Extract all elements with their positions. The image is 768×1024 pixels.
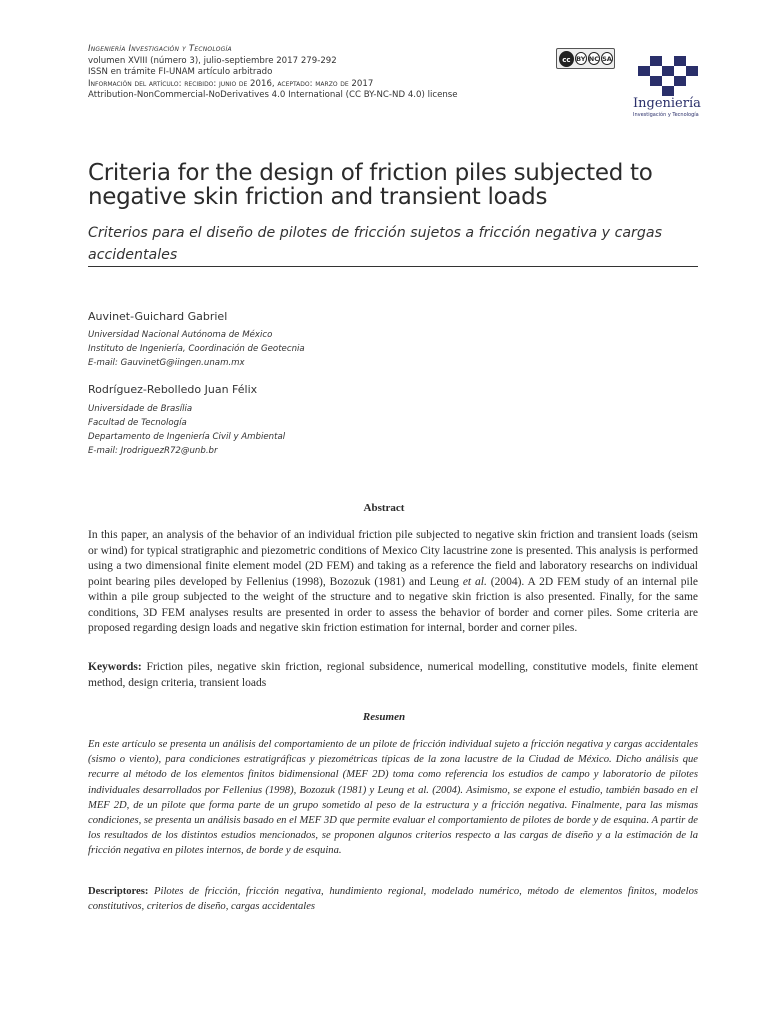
title-divider — [88, 266, 698, 267]
keywords — [88, 660, 698, 691]
sa-icon: SA — [601, 52, 613, 65]
abstract-text — [88, 528, 698, 637]
article-dates: Información del artículo: recibido: junio de 2016, aceptado: marzo de 2017 — [88, 78, 374, 89]
cc-icon: cc — [559, 51, 574, 67]
author-affiliation — [88, 402, 285, 458]
affiliation-line: Facultad de Tecnología — [88, 418, 187, 428]
keywords-list: Friction piles, negative skin friction, regional subsidence, numerical modelling, constitutive models, finite element method, design criteria, transient loads — [88, 661, 698, 689]
abstract-et-al: et al. — [462, 575, 487, 588]
author-affiliation — [88, 328, 305, 370]
logo-tagline: Investigación y Tecnología — [633, 112, 699, 118]
author-name: Auvinet-Guichard Gabriel — [88, 310, 228, 323]
abstract-heading: Abstract — [363, 502, 405, 514]
descriptores — [88, 884, 698, 914]
author-email[interactable]: E-mail: JrodriguezR72@unb.br — [88, 446, 218, 456]
abstract-text-part: In this paper, an analysis of the behavior of an individual friction pile subjected to negative skin friction and transient loads (seism or wind) for typical stratigraphic and piezometric conditions of Mexico City lacustrine zone is presented. This analysis is performed using a two dimensional finite element model (2D FEM) and taking as a reference the field and laboratory researchs on individual point bearing piles developed by Fellenius (1998), Bozozuk (1981) and Leung — [88, 529, 698, 588]
resumen-text: En este artículo se presenta un análisis del comportamiento de un pilote de fricción individual sujeto a fricción negativa y cargas accidentales (sismo o viento), para condiciones estratigráficas y piezométricas típicas de la zona lacustre de la Ciudad de México. Dicho análisis que recurre al método de los elementos finitos bidimensional (MEF 2D) toma como referencia los estudios de campo y laboratorio de pilotes individuales desarrollados por Fellenius (1998), Bozozuk (1981) y Leung et al. (2004). Asimismo, se expone el estudio, también basado en el MEF 2D, de un pilote que forma parte de un grupo sometido al peso de la estructura y a fricción negativa. Finalmente, para las mismas condiciones, se presenta un análisis basado en el MEF 3D que permite evaluar el comportamiento de pilotes de borde y de esquina. A partir de los resultados de los distintos estudios mencionados, se proponen algunos criterios respecto a las cargas de diseño y a la estimación de la fricción negativa en pilotes internos, de borde y de esquina. — [88, 739, 698, 857]
abstract-text-part: (2004). A 2D FEM study of an internal pile within a pile group subjected to the weight of the structure and to negative skin friction is also presented. Finally, for the same conditions, 3D FEM analyses results are presented in order to assess the behavior of border and corner piles. Some criteria are proposed regarding design loads and negative skin friction estimation for internal, border and corner piles. — [88, 575, 698, 634]
article-title: Criteria for the design of friction piles subjected to negative skin friction and transient loads — [88, 160, 653, 210]
volume-info: volumen XVIII (número 3), julio-septiembre 2017 279-292 — [88, 55, 337, 66]
keywords-label: Keywords: — [88, 661, 142, 673]
issn-info: ISSN en trámite FI-UNAM artículo arbitrado — [88, 67, 273, 78]
resumen-heading: Resumen — [362, 711, 406, 723]
affiliation-line: Departamento de Ingeniería Civil y Ambiental — [88, 432, 286, 442]
creative-commons-badge[interactable] — [556, 48, 615, 69]
nc-icon: NC — [588, 52, 600, 65]
by-icon: BY — [575, 52, 587, 65]
journal-name: Ingeniería Investigación y Tecnología — [88, 44, 232, 54]
author-email[interactable]: E-mail: GauvinetG@iingen.unam.mx — [88, 358, 245, 368]
author-name: Rodríguez-Rebolledo Juan Félix — [88, 383, 258, 396]
descriptores-list: Pilotes de fricción, fricción negativa, hundimiento regional, modelado numérico, método de elementos finitos, modelos constitutivos, criterios de diseño, cargas accidentales — [88, 886, 698, 913]
logo-name: Ingeniería — [633, 96, 701, 111]
affiliation-line: Universidade de Brasília — [88, 404, 193, 414]
affiliation-line: Instituto de Ingeniería, Coordinación de Geotecnia — [88, 344, 305, 354]
descriptores-label: Descriptores: — [88, 886, 149, 897]
affiliation-line: Universidad Nacional Autónoma de México — [88, 330, 273, 340]
article-subtitle: Criterios para el diseño de pilotes de fricción sujetos a fricción negativa y cargas accidentales — [88, 225, 662, 263]
journal-header — [88, 44, 538, 102]
license-text: Attribution-NonCommercial-NoDerivatives 4.0 International (CC BY-NC-ND 4.0) license — [88, 90, 458, 101]
